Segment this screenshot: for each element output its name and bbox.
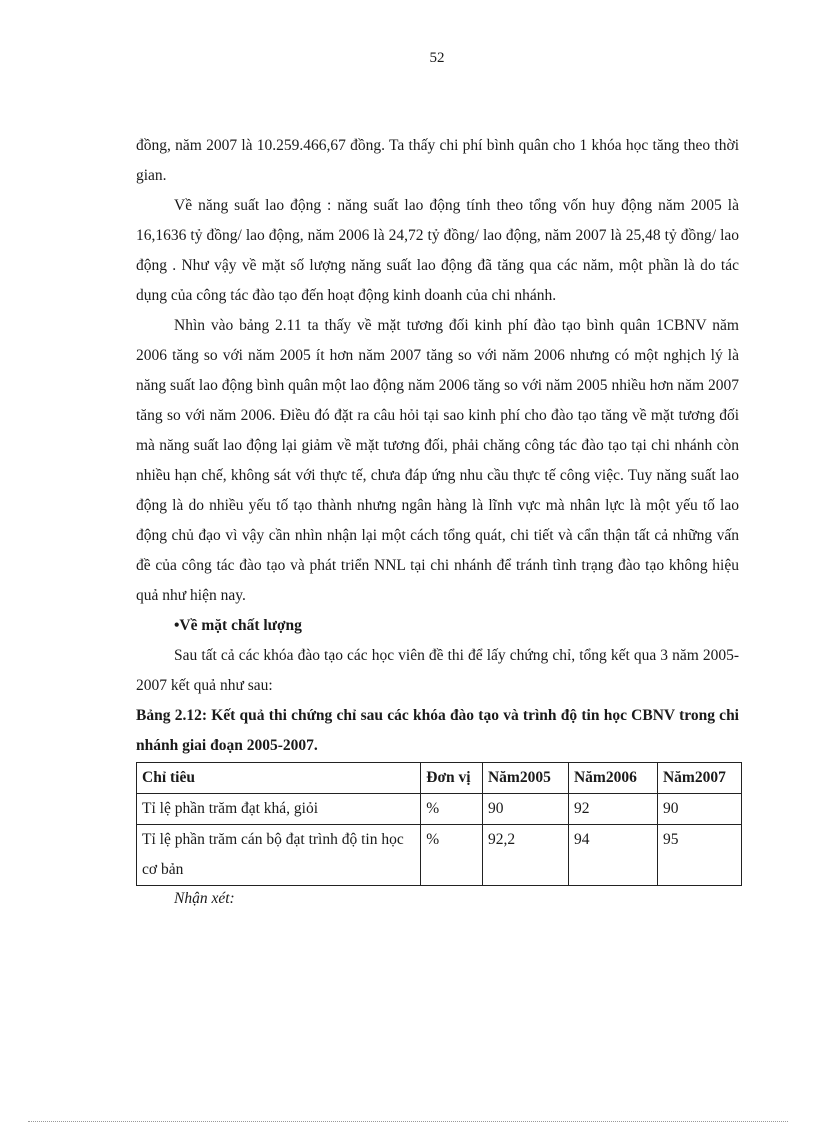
section-heading-quality: •Về mặt chất lượng [174,617,302,634]
page-bottom-divider [28,1121,788,1122]
table-cell: Tỉ lệ phần trăm cán bộ đạt trình độ tin học cơ bản [137,825,421,886]
table-caption: Bảng 2.12: Kết quả thi chứng chỉ sau các khóa đào tạo và trình độ tin học CBNV trong chi nhánh giai đoạn 2005-2007. [136,707,739,754]
paragraph-cost: đồng, năm 2007 là 10.259.466,67 đồng. Ta thấy chi phí bình quân cho 1 khóa học tăng theo thời gian. [136,137,739,184]
table-cell: Tỉ lệ phần trăm đạt khá, giỏi [137,794,421,825]
table-cell: 95 [657,825,741,886]
table-row [137,794,742,825]
note-label: Nhận xét: [174,890,235,907]
page-number: 52 [429,50,445,66]
table-row [137,825,742,886]
header-indicator: Chỉ tiêu [137,763,421,794]
header-year-2007: Năm2007 [657,763,741,794]
table-cell: % [421,825,483,886]
header-year-2005: Năm2005 [482,763,568,794]
header-year-2006: Năm2006 [568,763,657,794]
paragraph-analysis: Nhìn vào bảng 2.11 ta thấy về mặt tương đối kinh phí đào tạo bình quân 1CBNV năm 2006 tăng so với năm 2005 ít hơn năm 2007 tăng so với năm 2006 nhưng có một nghịch lý là năng suất lao động bình quân một lao động năm 2006 tăng so với năm 2005 nhiều hơn năm 2007 tăng so với năm 2006. Điều đó đặt ra câu hỏi tại sao kinh phí cho đào tạo tăng về mặt tương đối mà năng suất lao động lại giảm về mặt tương đối, phải chăng công tác đào tạo tại chi nhánh còn nhiều hạn chế, không sát với thực tế, chưa đáp ứng nhu cầu thực tế công việc. Tuy năng suất lao động là do nhiều yếu tố tạo thành nhưng ngân hàng là lĩnh vực mà nhân lực là một yếu tố lao động chủ đạo vì vậy cần nhìn nhận lại một cách tổng quát, chi tiết và cẩn thận tất cả những vấn đề của công tác đào tạo và phát triển NNL tại chi nhánh để tránh tình trạng đào tạo không hiệu quả như hiện nay. [136,317,739,604]
paragraph-productivity: Về năng suất lao động : năng suất lao động tính theo tổng vốn huy động năm 2005 là 16,1636 tỷ đồng/ lao động, năm 2006 là 24,72 tỷ đồng/ lao động, năm 2007 là 25,48 tỷ đồng/ lao động . Như vậy về mặt số lượng năng suất lao động đã tăng qua các năm, một phần là do tác dụng của công tác đào tạo đến hoạt động kinh doanh của chi nhánh. [136,197,739,304]
table-cell: 90 [657,794,741,825]
table-cell: 92 [568,794,657,825]
header-unit: Đơn vị [421,763,483,794]
table-header-row [137,763,742,794]
table-cell: 92,2 [482,825,568,886]
results-table [136,762,742,886]
table-cell: 94 [568,825,657,886]
document-body [136,131,739,912]
table-cell: 90 [482,794,568,825]
table-cell: % [421,794,483,825]
paragraph-intro: Sau tất cả các khóa đào tạo các học viên đề thi để lấy chứng chỉ, tổng kết qua 3 năm 2005-2007 kết quả như sau: [136,647,739,694]
